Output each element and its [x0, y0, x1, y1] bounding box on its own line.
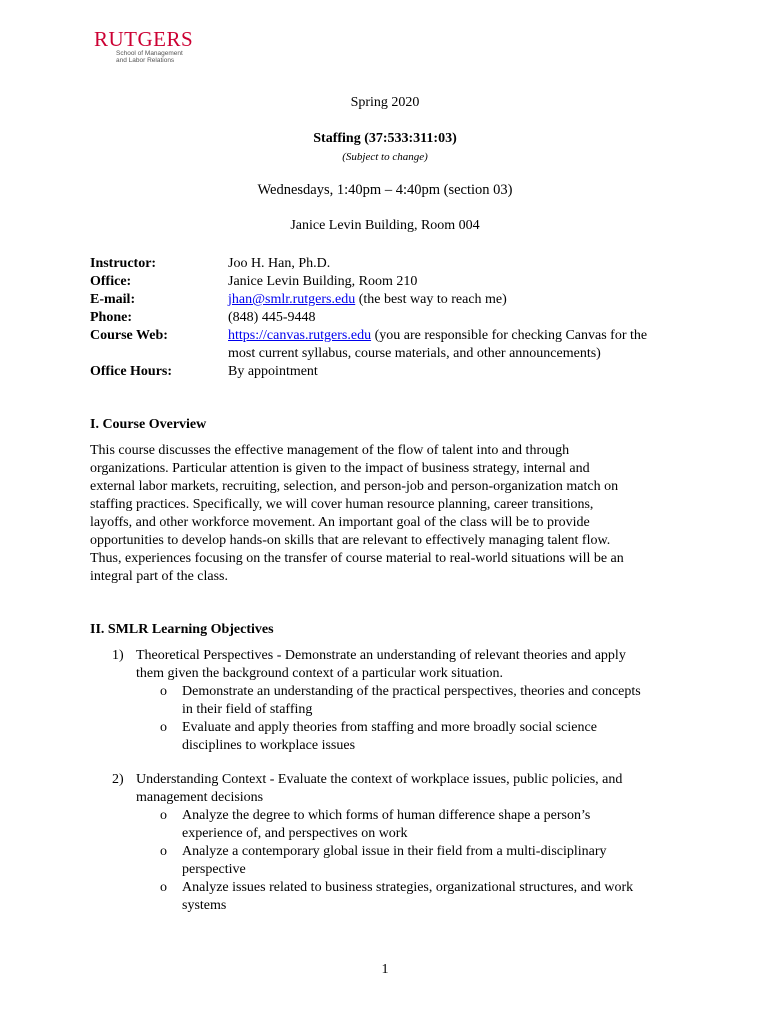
overview-line: integral part of the class.	[90, 569, 229, 584]
overview-line: opportunities to develop hands-on skills that are relevant to effectively managing talent flow.	[90, 533, 611, 548]
class-schedule: Wednesdays, 1:40pm – 4:40pm (section 03)	[257, 182, 513, 198]
class-location: Janice Levin Building, Room 004	[290, 218, 480, 233]
sub-objective-text: Evaluate and apply theories from staffing and more broadly social science	[182, 720, 597, 735]
office-value: Janice Levin Building, Room 210	[228, 274, 418, 289]
office-hours-value: By appointment	[228, 364, 318, 379]
objective-text: Theoretical Perspectives - Demonstrate an understanding of relevant theories and apply	[136, 648, 626, 663]
page-number: 1	[381, 962, 389, 977]
course-web-row	[90, 327, 690, 345]
office-hours-row	[90, 363, 690, 381]
objective-text: Understanding Context - Evaluate the context of workplace issues, public policies, and	[136, 772, 623, 787]
sub-objective-text: systems	[182, 898, 227, 913]
course-title: Staffing (37:533:311:03)	[313, 131, 457, 146]
rutgers-logo	[94, 28, 193, 64]
sub-objective-item	[90, 843, 690, 879]
course-overview-heading: I. Course Overview	[90, 417, 207, 432]
bullet-marker: o	[160, 880, 167, 895]
canvas-link[interactable]: https://canvas.rutgers.edu	[228, 328, 372, 343]
office-row	[90, 273, 690, 291]
objective-item	[90, 647, 690, 683]
bullet-marker: o	[160, 720, 167, 735]
sub-objective-item	[90, 879, 690, 915]
overview-line: Thus, experiences focusing on the transfer of course material to real-world situations will be an	[90, 551, 624, 566]
email-link[interactable]: jhan@smlr.rutgers.edu	[228, 292, 356, 307]
course-web-row-2	[90, 345, 690, 363]
objective-number: 2)	[112, 772, 124, 787]
course-info	[90, 255, 690, 381]
office-hours-label: Office Hours:	[90, 364, 173, 379]
logo-subtitle-line2: and Labor Relations	[116, 57, 175, 64]
sub-objective-text: Analyze a contemporary global issue in their field from a multi-disciplinary	[182, 844, 607, 859]
objective-item	[90, 771, 690, 807]
learning-objectives-heading: II. SMLR Learning Objectives	[90, 622, 274, 637]
bullet-marker: o	[160, 684, 167, 699]
sub-objective-text: disciplines to workplace issues	[182, 738, 356, 753]
sub-objective-item	[90, 807, 690, 843]
objective-number: 1)	[112, 648, 124, 663]
course-web-label: Course Web:	[90, 328, 168, 343]
phone-label: Phone:	[90, 310, 132, 325]
email-label: E-mail:	[90, 292, 136, 307]
sub-objective-text: perspective	[182, 862, 246, 877]
sub-objective-text: experience of, and perspectives on work	[182, 826, 408, 841]
email-row	[90, 291, 690, 309]
instructor-row	[90, 255, 690, 273]
email-note: (the best way to reach me)	[355, 292, 507, 307]
subject-to-change-note: (Subject to change)	[342, 151, 428, 163]
phone-row	[90, 309, 690, 327]
overview-line: staffing practices. Specifically, we will cover human resource planning, career transitions,	[90, 497, 594, 512]
canvas-note-continued: most current syllabus, course materials, and other announcements)	[228, 346, 601, 361]
logo-wordmark: RUTGERS	[94, 27, 194, 51]
sub-objective-text: Demonstrate an understanding of the practical perspectives, theories and concepts	[182, 684, 641, 699]
overview-line: This course discusses the effective management of the flow of talent into and through	[90, 443, 570, 458]
bullet-marker: o	[160, 808, 167, 823]
sub-objective-text: Analyze issues related to business strategies, organizational structures, and work	[182, 880, 634, 895]
spacer	[90, 755, 690, 771]
logo-subtitle-line1: School of Management	[116, 50, 183, 57]
sub-objective-item	[90, 719, 690, 755]
overview-line: organizations. Particular attention is given to the impact of business strategy, internal and	[90, 461, 590, 476]
instructor-value: Joo H. Han, Ph.D.	[228, 256, 331, 271]
overview-line: external labor markets, recruiting, selection, and person-job and person-organization match on	[90, 479, 619, 494]
sub-objective-text: Analyze the degree to which forms of human difference shape a person’s	[182, 808, 591, 823]
phone-value: (848) 445-9448	[228, 310, 316, 325]
sub-objective-text: in their field of staffing	[182, 702, 313, 717]
objective-text: management decisions	[136, 790, 264, 805]
office-label: Office:	[90, 274, 132, 289]
sub-objective-item	[90, 683, 690, 719]
instructor-label: Instructor:	[90, 256, 157, 271]
semester: Spring 2020	[350, 95, 420, 110]
course-overview-paragraph	[90, 442, 676, 586]
learning-objectives-list	[90, 647, 690, 915]
canvas-note: (you are responsible for checking Canvas for the	[371, 328, 648, 343]
overview-line: layoffs, and other workforce movement. An important goal of the class will be to provide	[90, 515, 590, 530]
bullet-marker: o	[160, 844, 167, 859]
objective-text: them given the background context of a particular work situation.	[136, 666, 504, 681]
